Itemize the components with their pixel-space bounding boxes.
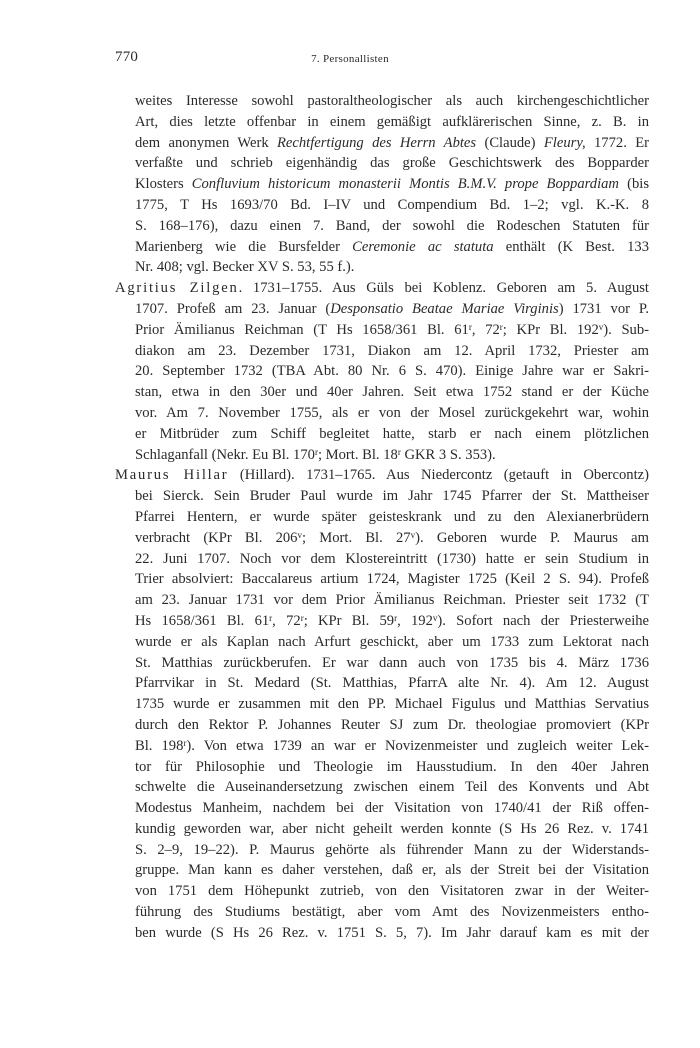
person-name: Agritius Zilgen — [115, 280, 239, 297]
text-line — [115, 486, 649, 507]
person-name: Maurus Hillar — [115, 467, 229, 484]
folio-superscript: v — [598, 321, 604, 332]
text-run: am 23. Januar 1731 vor dem Prior Ämilianus Reichman. Priester seit 1732 (T — [135, 592, 649, 609]
text-run: 1775, T Hs 1693/70 Bd. I–IV und Compendium Bd. 1–2; vgl. K.-K. 8 — [135, 196, 649, 213]
text-run: er Mitbrüder zum Schiff begleitet hatte, starb er nach einem plötzlichen — [135, 425, 649, 442]
text-run: ) 1731 vor P. — [558, 300, 649, 317]
text-run: 20. September 1732 (TBA Abt. 80 Nr. 6 S. 470). Einige Jahre war er Sakri- — [135, 363, 649, 380]
text-line — [115, 237, 649, 258]
text-run: gruppe. Man kann es daher verstehen, daß er, als der Streit bei der Visitation — [135, 862, 649, 879]
text-line — [115, 653, 649, 674]
text-run: S. 2–9, 19–22). P. Maurus gehörte als führender Mann zu der Widerstands- — [135, 841, 649, 858]
folio-superscript: r — [300, 612, 304, 623]
text-run: (bis — [618, 176, 649, 193]
text-run: ). Geboren wurde P. Maurus am — [415, 529, 650, 546]
text-run: ). Sub- — [603, 321, 650, 338]
text-run: bei Sierck. Sein Bruder Paul wurde im Jahr 1745 Pfarrer der St. Mattheiser — [135, 488, 649, 505]
text-line — [115, 881, 649, 902]
text-run: stan, etwa in den 30er und 40er Jahren. Seit etwa 1752 stand er der Küche — [135, 384, 649, 401]
text-run: tor für Philosophie und Theologie im Hausstudium. In den 40er Jahren — [135, 758, 649, 775]
text-line — [115, 902, 649, 923]
text-run: weites Interesse sowohl pastoraltheologischer als auch kirchengeschichtlicher — [135, 93, 649, 109]
text-run: wurde er als Kaplan nach Arfurt geschickt, aber um 1733 zum Lektorat nach — [135, 633, 649, 650]
text-run: 1772. Er — [585, 134, 649, 151]
text-line — [115, 736, 649, 757]
text-line — [115, 819, 649, 840]
italic-title: Fleury, — [543, 134, 586, 151]
entry-paragraph — [115, 465, 649, 943]
text-line — [115, 153, 649, 174]
page-number: 770 — [115, 49, 139, 65]
text-line — [115, 860, 649, 881]
text-run: . 1731–1755. Aus Güls bei Koblenz. Geboren am 5. August — [238, 280, 649, 297]
italic-title: Ceremonie ac statuta — [352, 238, 494, 255]
text-line — [115, 528, 649, 549]
folio-superscript: r — [394, 612, 398, 623]
text-line — [115, 715, 649, 736]
text-run: ; KPr Bl. 59 — [303, 612, 395, 629]
text-run: von 1751 dem Höhepunkt zutrieb, von den Visitatoren zwar in der Weiter- — [135, 883, 649, 900]
text-line — [115, 320, 649, 341]
text-line — [115, 382, 649, 403]
text-run: (Hillard). 1731–1765. Aus Niedercontz (getauft in Obercontz) — [228, 467, 649, 484]
text-run: Prior Ämilianus Reichman (T Hs 1658/361 Bl. 61 — [135, 321, 469, 338]
folio-superscript: r — [314, 446, 318, 457]
text-line — [115, 257, 649, 278]
folio-superscript: v — [297, 529, 302, 540]
text-run: 1735 wurde er zusammen mit den PP. Michael Figulus und Matthias Servatius — [135, 696, 649, 713]
italic-title: Rechtfertigung des Herrn Abtes — [276, 134, 477, 151]
text-line — [115, 757, 649, 778]
text-line — [115, 611, 649, 632]
folio-superscript: v — [410, 529, 416, 540]
text-line — [115, 445, 649, 466]
text-line — [115, 923, 649, 944]
text-line — [115, 361, 649, 382]
folio-superscript: v — [432, 612, 438, 623]
entry-paragraph — [115, 278, 649, 465]
text-run: Marienberg wie die Bursfelder — [135, 238, 353, 255]
folio-superscript: r — [397, 446, 401, 457]
text-line — [115, 424, 649, 445]
text-run: , 192 — [397, 612, 433, 629]
text-run: ). Von etwa 1739 an war er Novizenmeister und zugleich weiter Lek- — [186, 737, 649, 754]
text-run: dem anonymen Werk — [135, 134, 277, 151]
text-line — [115, 673, 649, 694]
text-run: Nr. 408; vgl. Becker XV S. 53, 55 f.). — [135, 259, 355, 276]
running-head: 7. Personallisten — [311, 53, 389, 65]
text-run: (Claude) — [476, 134, 544, 151]
text-run: ; KPr Bl. 192 — [502, 321, 599, 338]
folio-superscript: r — [269, 612, 273, 623]
text-run: Hs 1658/361 Bl. 61 — [135, 612, 270, 629]
text-run: kundig geworden war, aber nicht geheilt werden konnte (S Hs 26 Rez. v. 1741 — [135, 820, 649, 837]
text-run: ). Sofort nach der Priesterweihe — [437, 612, 650, 629]
text-run: 1707. Profeß am 23. Januar ( — [135, 300, 331, 317]
text-line — [115, 569, 649, 590]
text-run: Klosters — [135, 176, 192, 193]
text-run: ben wurde (S Hs 26 Rez. v. 1751 S. 5, 7). Im Jahr darauf kam es mit der — [135, 924, 649, 941]
text-line — [115, 507, 649, 528]
text-run: verfaßte und schrieb eigenhändig das große Geschichtswerk des Bopparder — [135, 155, 649, 172]
text-line — [115, 403, 649, 424]
text-line — [115, 694, 649, 715]
text-line — [115, 174, 649, 195]
text-run: 22. Juni 1707. Noch vor dem Klostereintritt (1730) hatte er sein Studium in — [135, 550, 649, 567]
text-run: verbracht (KPr Bl. 206 — [135, 529, 298, 546]
text-run: , 72 — [471, 321, 500, 338]
folio-superscript: r — [468, 321, 472, 332]
text-line — [115, 112, 649, 133]
text-line — [115, 798, 649, 819]
text-line — [115, 590, 649, 611]
text-run: Pfarrvikar in St. Medard (St. Matthias, PfarrA alte Nr. 4). Am 12. August — [135, 675, 649, 692]
entry-paragraph — [115, 91, 649, 278]
text-run: St. Matthias zurückberufen. Er war dann auch von 1735 bis 4. März 1736 — [135, 654, 649, 671]
text-run: Schlaganfall (Nekr. Eu Bl. 170 — [135, 446, 315, 463]
text-line — [115, 278, 649, 299]
italic-title: Confluvium historicum monasterii Montis B.M.V. prope Boppardiam — [191, 176, 619, 193]
text-run: vor. Am 7. November 1755, als er von der Mosel zurückgekehrt war, wohin — [135, 404, 649, 421]
text-run: durch den Rektor P. Johannes Reuter SJ zum Dr. theologiae promoviert (KPr — [135, 716, 649, 733]
italic-title: Desponsatio Beatae Mariae Virginis — [330, 300, 559, 317]
text-run: ; Mort. Bl. 27 — [301, 529, 411, 546]
text-run: Art, dies letzte offenbar in einem gemäßigt aufklärerischen Sinne, z. B. in — [135, 113, 649, 130]
text-run: enthält (K Best. 133 — [493, 238, 649, 255]
text-run: Pfarrei Hentern, er wurde später geisteskrank und zu den Alexianerbrüdern — [135, 508, 649, 525]
text-line — [115, 299, 649, 320]
text-line — [115, 91, 649, 112]
text-line — [115, 216, 649, 237]
text-run: diakon am 23. Dezember 1731, Diakon am 12. April 1732, Priester am — [135, 342, 649, 359]
text-run: GKR 3 S. 353). — [400, 446, 496, 463]
text-line — [115, 465, 649, 486]
text-line — [115, 632, 649, 653]
text-line — [115, 777, 649, 798]
text-run: schwelte die Auseinandersetzung zwischen einem Teil des Konvents und Abt — [135, 779, 649, 796]
text-line — [115, 549, 649, 570]
text-run: ; Mort. Bl. 18 — [317, 446, 398, 463]
text-line — [115, 195, 649, 216]
text-line — [115, 133, 649, 154]
folio-superscript: r — [499, 321, 503, 332]
text-run: führung des Studiums bestätigt, aber vom Amt des Novizenmeisters entho- — [135, 904, 649, 921]
text-line — [115, 840, 649, 861]
text-line — [115, 341, 649, 362]
text-run: Modestus Manheim, nachdem bei der Visitation von 1740/41 der Riß offen- — [135, 800, 649, 817]
body-text — [115, 91, 649, 944]
text-run: , 72 — [272, 612, 301, 629]
text-run: Bl. 198 — [135, 737, 184, 754]
text-run: S. 168–176), dazu einen 7. Band, der sowohl die Rodeschen Statuten für — [135, 217, 649, 234]
folio-superscript: r — [183, 737, 187, 748]
text-run: Trier absolviert: Baccalareus artium 1724, Magister 1725 (Keil 2 S. 94). Profeß — [135, 571, 649, 588]
